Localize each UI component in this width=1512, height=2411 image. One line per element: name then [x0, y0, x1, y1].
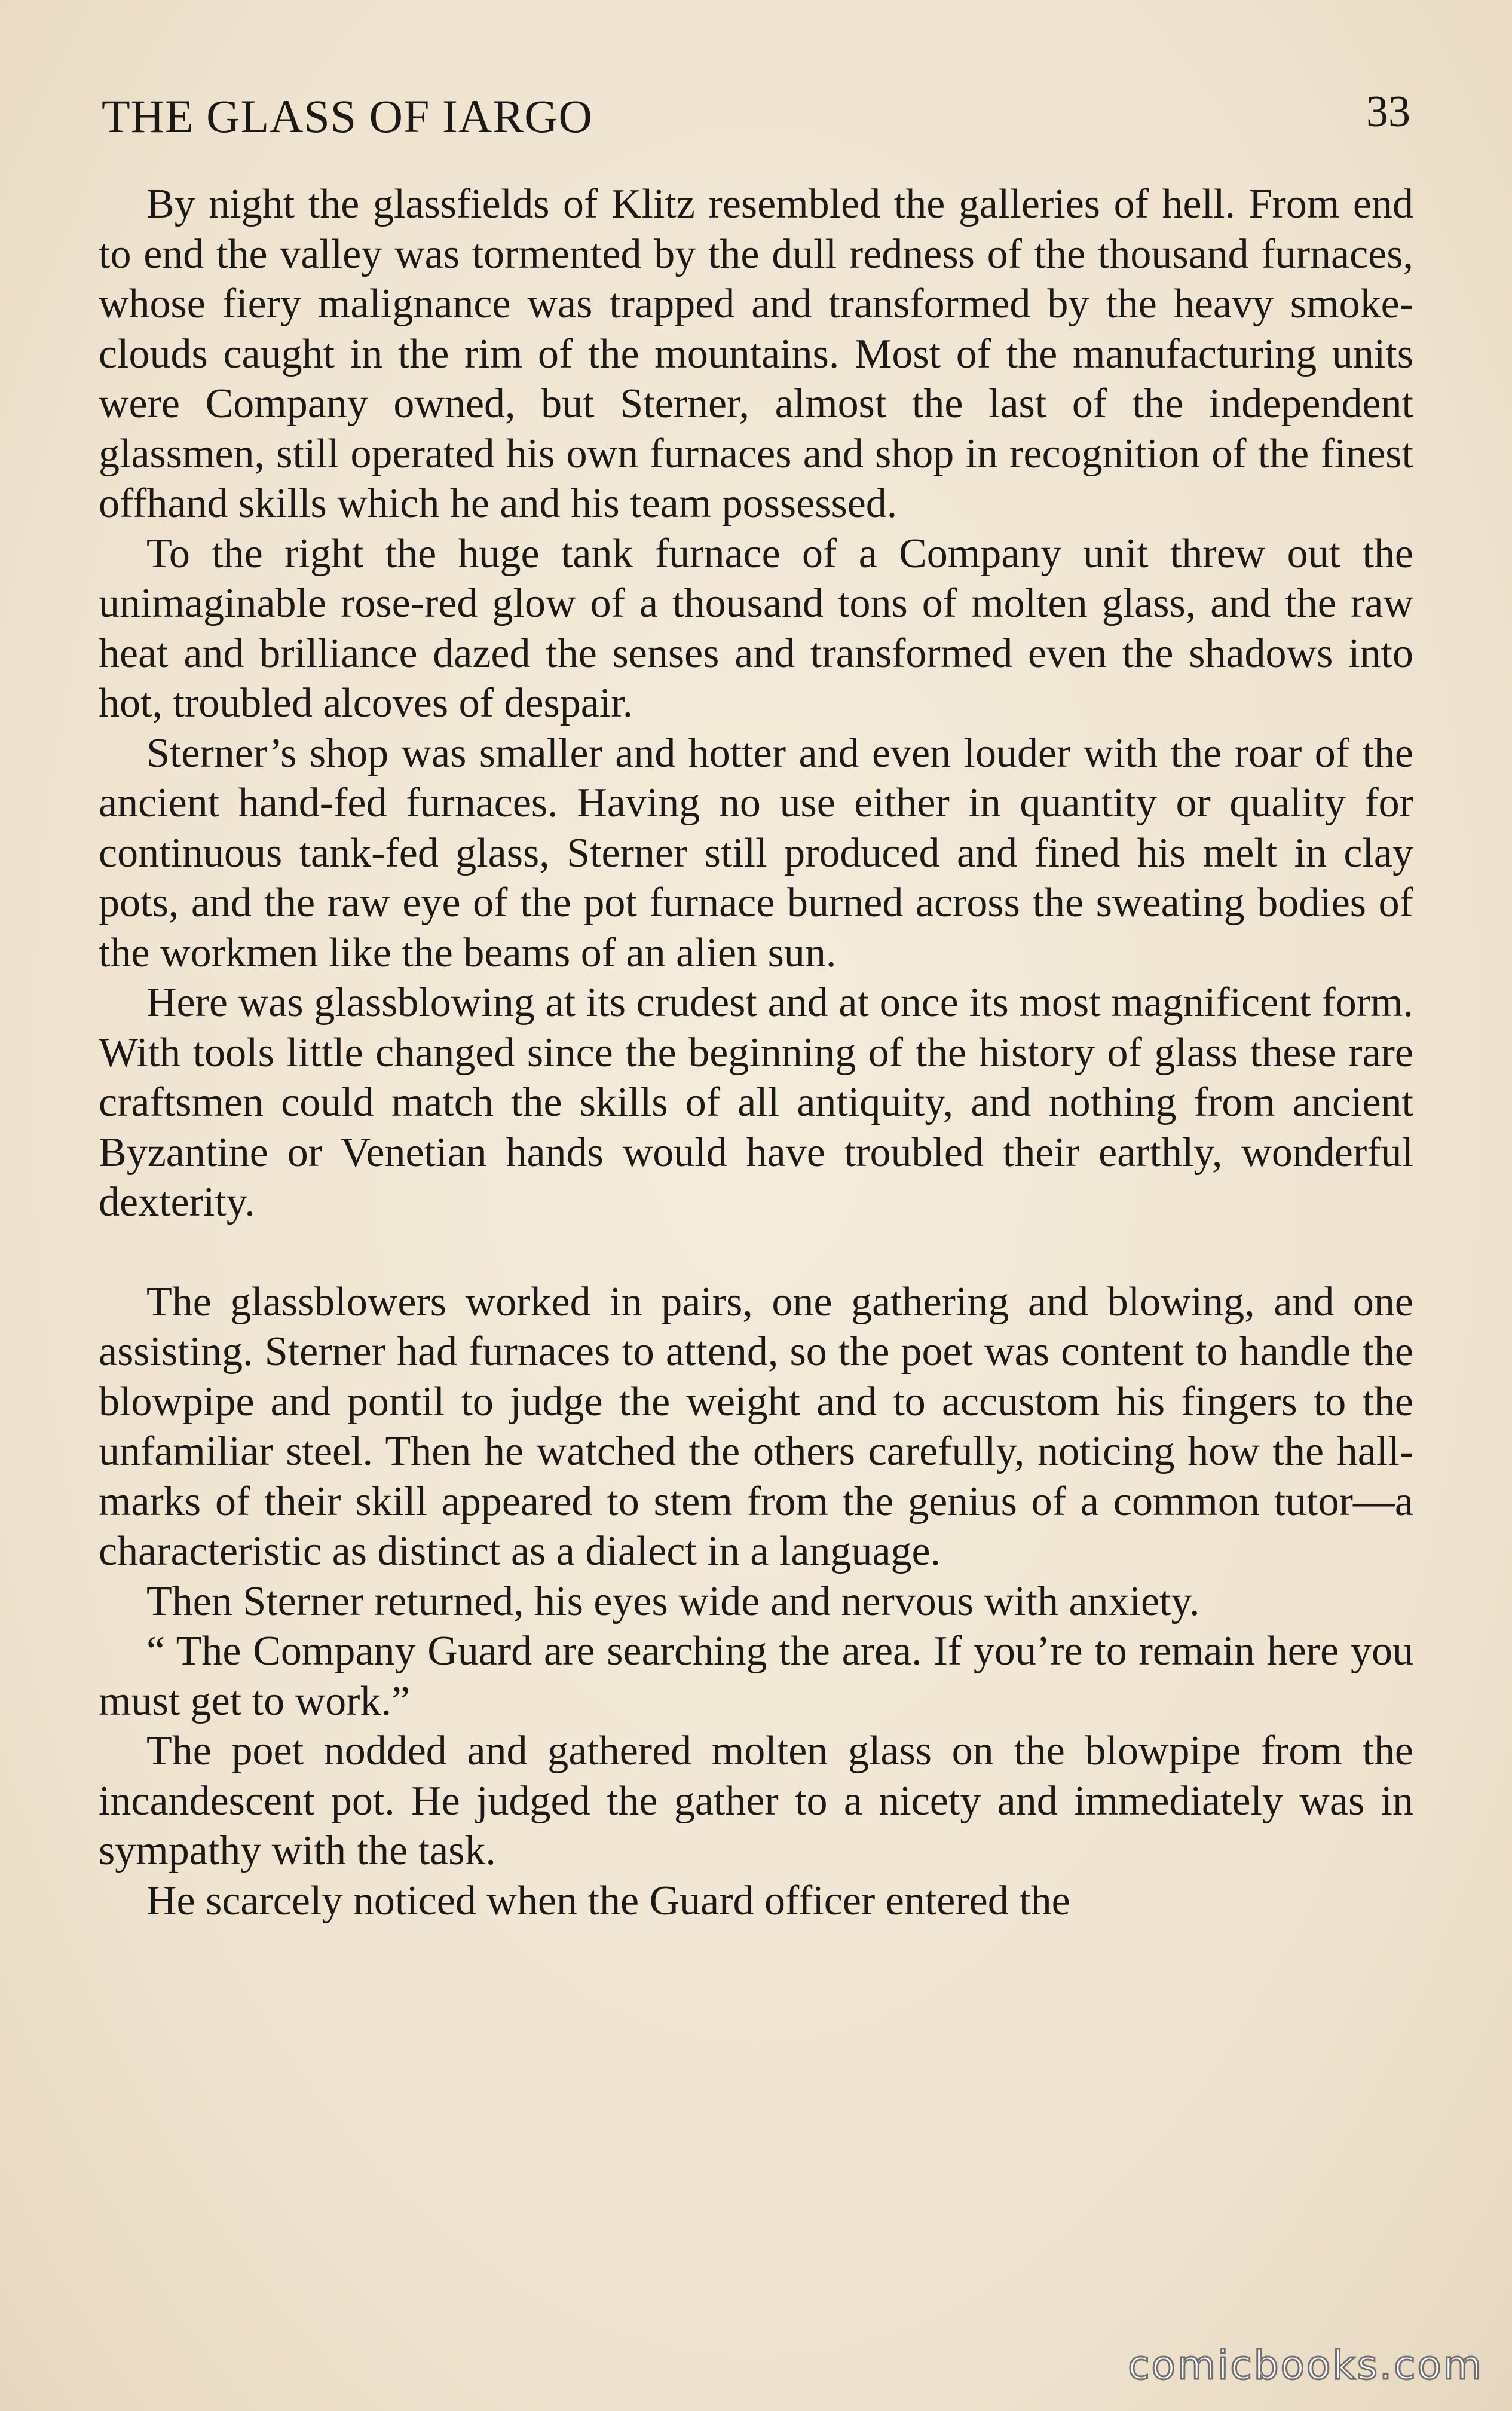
- paragraph: “ The Company Guard are searching the area. If you’re to remain here you must get to work.”: [99, 1628, 1413, 1724]
- paragraph: By night the glassfields of Klitz resembled the galleries of hell. From end to end the valley was tormented by the dull redness of the thousand furnaces, whose fiery malignance was trapped and transformed by the heavy smoke-clouds caught in the rim of the mountains. Most of the manufacturing units were Company owned, but Sterner, almost the last of the independent glassmen, still operated his own furnaces and shop in recognition of the finest offhand skills which he and his team possessed.: [99, 181, 1413, 527]
- paragraph: Sterner’s shop was smaller and hotter and even louder with the roar of the ancient hand-fed furnaces. Having no use either in quantity or quality for continuous tank-fed glass, Sterner still produced and fined his melt in clay pots, and the raw eye of the pot furnace burned across the sweating bodies of the workmen like the beams of an alien sun.: [99, 730, 1413, 976]
- watermark: comicbooks.com: [1128, 2342, 1483, 2388]
- paragraph: Here was glassblowing at its crudest and at once its most magnificent form. With tools little changed since the beginning of the history of glass these rare craftsmen could match the skills of all antiquity, and nothing from ancient Byzantine or Venetian hands would have troubled their earthly, wonderful dexterity.: [99, 980, 1413, 1225]
- body-text: [99, 179, 1413, 1926]
- page-header: [102, 84, 1416, 149]
- paragraph: He scarcely noticed when the Guard officer entered the: [146, 1877, 1070, 1924]
- running-title: THE GLASS OF IARGO: [102, 90, 593, 142]
- paragraph: Then Sterner returned, his eyes wide and nervous with anxiety.: [146, 1578, 1200, 1624]
- paragraph: To the right the huge tank furnace of a Company unit threw out the unimaginable rose-red glow of a thousand tons of molten glass, and the raw heat and brilliance dazed the senses and transformed even the shadows into hot, troubled alcoves of despair.: [99, 530, 1413, 726]
- page-number: 33: [1366, 87, 1410, 136]
- paragraph: The glassblowers worked in pairs, one gathering and blowing, and one assisting. Sterner had furnaces to attend, so the poet was content to handle the blowpipe and pontil to judge the weight and to accustom his fingers to the unfamiliar steel. Then he watched the others carefully, noticing how the hallmarks of their skill appeared to stem from the genius of a common tutor—a characteristic as distinct as a dialect in a language.: [99, 1278, 1413, 1574]
- paragraph: The poet nodded and gathered molten glass on the blowpipe from the incandescent pot. He judged the gather to a nicety and immediately was in sympathy with the task.: [99, 1728, 1413, 1874]
